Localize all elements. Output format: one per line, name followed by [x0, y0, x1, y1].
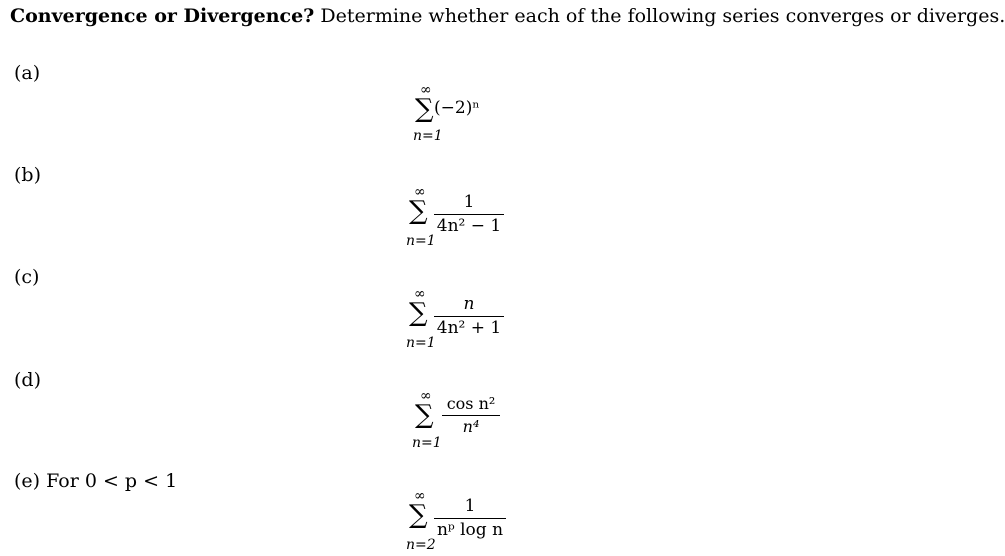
- upper-limit: ∞: [414, 286, 426, 302]
- upper-limit: ∞: [420, 82, 432, 98]
- upper-limit: ∞: [414, 184, 426, 200]
- problem-label-b: (b): [14, 164, 41, 186]
- problem-label-d: (d): [14, 369, 41, 391]
- denominator: nᵖ log n: [436, 519, 504, 540]
- numerator: 1: [464, 496, 476, 516]
- sigma-symbol: ∑: [415, 94, 434, 124]
- series-c: [406, 288, 526, 358]
- upper-limit: ∞: [414, 488, 426, 504]
- series-b: [406, 186, 526, 256]
- fraction-bar: [442, 415, 500, 416]
- header-title: Convergence or Divergence?: [10, 5, 315, 27]
- sigma-symbol: ∑: [409, 196, 428, 226]
- fraction-bar: [434, 316, 504, 317]
- fraction: [434, 193, 504, 235]
- lower-limit: n=1: [413, 128, 443, 144]
- problem-header: [10, 5, 1005, 27]
- denominator: 4n² − 1: [436, 215, 502, 236]
- numerator: 1: [463, 192, 475, 212]
- fraction-bar: [434, 518, 506, 519]
- denominator: n⁴: [462, 416, 480, 436]
- series-d: [412, 390, 532, 460]
- header-instruction: Determine whether each of the following series converges or diverges.: [320, 5, 1005, 27]
- lower-limit: n=2: [406, 537, 436, 553]
- series-term: (−2)ⁿ: [434, 98, 480, 118]
- fraction-bar: [434, 214, 504, 215]
- fraction: [442, 395, 500, 435]
- problem-label-c: (c): [14, 266, 40, 288]
- lower-limit: n=1: [412, 435, 442, 451]
- series-e: [406, 490, 526, 556]
- problem-label-e: (e) For 0 < p < 1: [14, 470, 178, 492]
- series-a: [413, 84, 533, 154]
- numerator: cos n²: [446, 394, 496, 413]
- numerator: n: [463, 294, 475, 314]
- denominator: 4n² + 1: [436, 317, 502, 338]
- lower-limit: n=1: [406, 335, 436, 351]
- lower-limit: n=1: [406, 233, 436, 249]
- sigma-symbol: ∑: [409, 298, 428, 328]
- sigma-symbol: ∑: [415, 400, 434, 430]
- fraction: [434, 497, 506, 539]
- sigma-symbol: ∑: [409, 500, 428, 530]
- fraction: [434, 295, 504, 337]
- upper-limit: ∞: [420, 388, 432, 404]
- problem-label-a: (a): [14, 62, 41, 84]
